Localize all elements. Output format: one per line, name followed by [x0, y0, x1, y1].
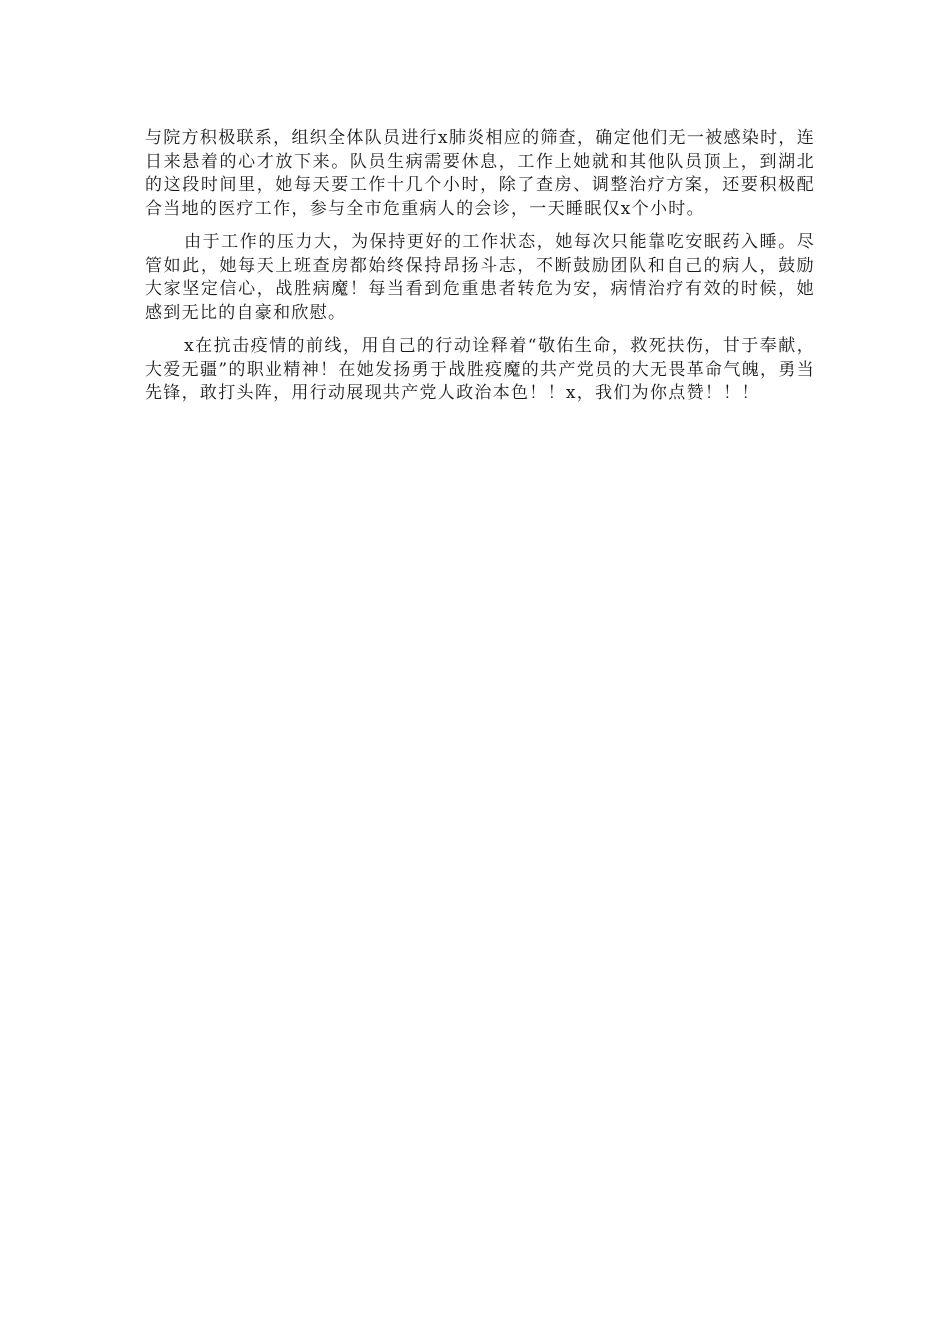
document-body [145, 127, 815, 416]
paragraph-3: x在抗击疫情的前线，用自己的行动诠释着“敬佑生命，救死扶伤，甘于奉献，大爱无疆”的职业精神！在她发扬勇于战胜疫魔的共产党员的大无畏革命气魄，勇当先锋，敢打头阵，用行动展现共产党人政治本色！！x，我们为你点赞！！！ [145, 336, 815, 403]
paragraph-2: 由于工作的压力大，为保持更好的工作状态，她每次只能靠吃安眠药入睡。尽管如此，她每天上班查房都始终保持昂扬斗志，不断鼓励团队和自己的病人，鼓励大家坚定信心，战胜病魔！每当看到危重患者转危为安，病情治疗有效的时候，她感到无比的自豪和欣慰。 [145, 232, 815, 323]
paragraph-1: 与院方积极联系，组织全体队员进行x肺炎相应的筛查，确定他们无一被感染时，连日来悬着的心才放下来。队员生病需要休息，工作上她就和其他队员顶上，到湖北的这段时间里，她每天要工作十几个小时，除了查房、调整治疗方案，还要积极配合当地的医疗工作，参与全市危重病人的会诊，一天睡眠仅x个小时。 [145, 128, 815, 219]
